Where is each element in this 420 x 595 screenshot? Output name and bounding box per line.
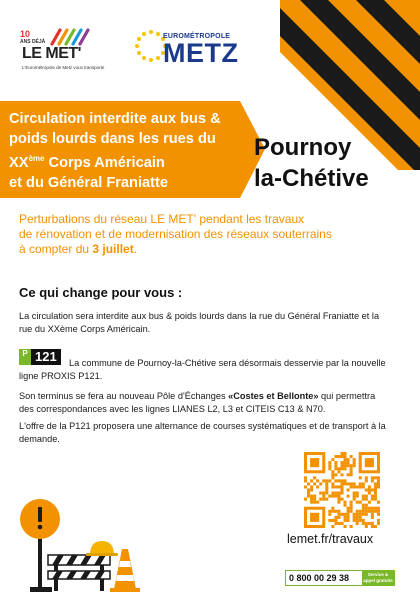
metz-logo-name: METZ — [163, 38, 239, 68]
paragraph-terminus: Son terminus se fera au nouveau Pôle d'Échanges «Costes et Bellonte» qui permettra des correspondances avec les lignes LIANES L2, L3 et CITEIS C13 & N70. — [19, 391, 376, 414]
lemet-anniversary-tag — [20, 30, 45, 45]
barrier-icon — [48, 555, 110, 591]
phone-number: 0 800 00 29 38 — [286, 571, 362, 585]
intro-line-1: Perturbations du réseau LE MET' pendant les travaux — [19, 212, 305, 226]
lemet-logo — [20, 28, 125, 76]
phone-box[interactable] — [285, 570, 395, 586]
headline-line-4: et du Général Franiatte — [9, 175, 168, 191]
intro-line-2: de rénovation et de modernisation des réseaux souterrains — [19, 227, 332, 241]
city-name — [254, 132, 369, 194]
lemet-logo-subtitle: L'Eurométropole de Metz vous transporte — [22, 65, 105, 70]
qr-code[interactable] — [304, 452, 380, 528]
lemet-tag-text: ANS DÉJÀ — [20, 39, 46, 45]
city-name-line-1: Pournoy — [254, 134, 352, 161]
construction-illustration — [20, 467, 140, 595]
intro-text — [19, 212, 399, 257]
website-url[interactable]: lemet.fr/travaux — [287, 532, 374, 546]
paragraph-new-line: La commune de Pournoy-la-Chétive sera désormais desservie par la nouvelle ligne PROXIS P121. — [19, 358, 386, 381]
section-title: Ce qui change pour vous : — [19, 285, 183, 300]
headline-line-1: Circulation interdite aux bus & — [9, 111, 221, 127]
metz-logo-top: EUROMÉTROPOLE — [163, 33, 231, 40]
lemet-tag-number: 10 — [20, 29, 31, 39]
phone-note: Service & appel gratuits — [363, 572, 393, 583]
lemet-logo-name: LE MET' — [22, 45, 81, 62]
line-badge-prefix: P — [19, 349, 31, 365]
headline-line-2: poids lourds dans les rues du — [9, 131, 216, 147]
line-badge-number: 121 — [31, 349, 61, 365]
helmet-icon — [86, 541, 118, 556]
paragraph-closure: La circulation sera interdite aux bus & poids lourds dans la rue du Général Franiatte et la rue du XXème Corps Américain. — [19, 311, 380, 334]
metz-logo — [133, 24, 239, 74]
headline-line-3: XXème Corps Américain — [9, 154, 165, 171]
intro-line-3: à compter du 3 juillet. — [19, 242, 138, 256]
city-name-line-2: la-Chétive — [254, 165, 369, 192]
paragraph-offer: L'offre de la P121 proposera une alternance de courses systématiques et de transport à la demande. — [19, 421, 386, 444]
headline-text — [9, 109, 254, 193]
headline-banner — [0, 101, 265, 198]
